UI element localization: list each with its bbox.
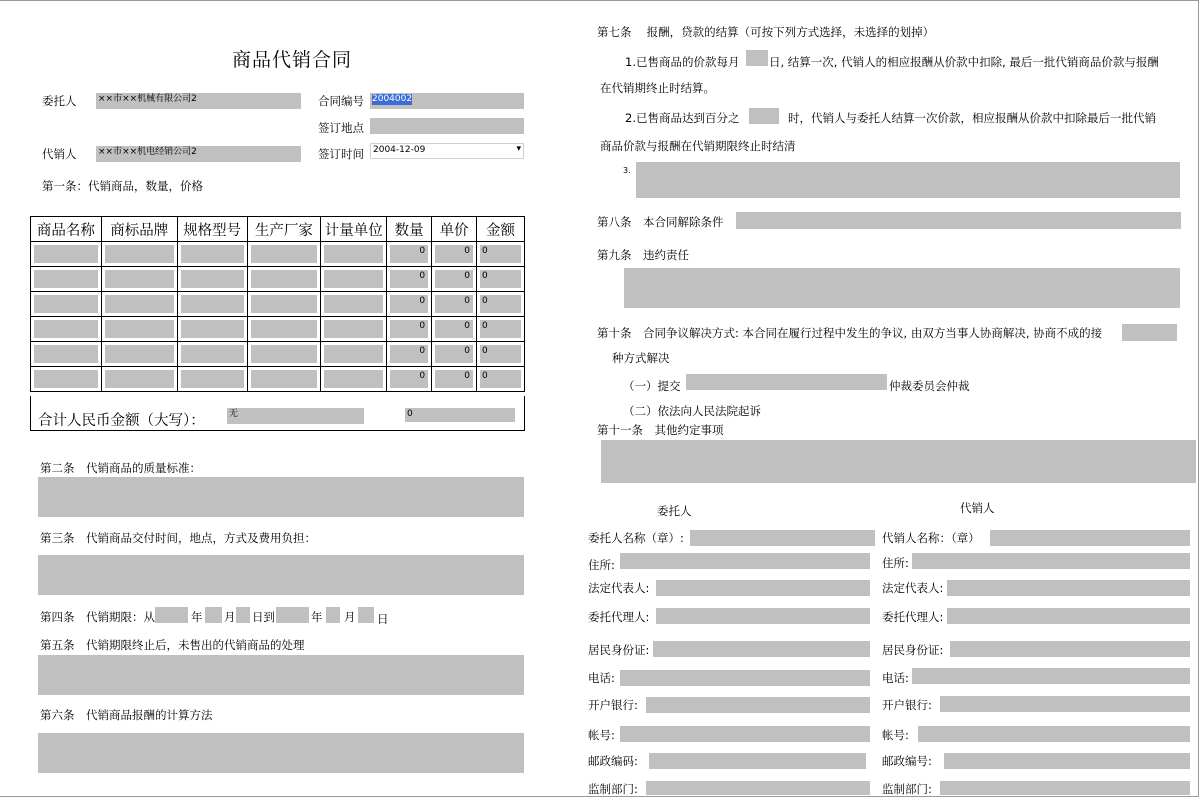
goods-name-input[interactable] (34, 270, 98, 288)
agent-agent-label: 委托代理人: (882, 610, 944, 624)
amount-input[interactable]: 0 (480, 345, 521, 363)
price-input[interactable]: 0 (435, 270, 473, 288)
goods-name-input[interactable] (34, 320, 98, 338)
settle-day-input[interactable] (746, 50, 768, 66)
spec-input[interactable] (181, 295, 244, 313)
consignor-input[interactable]: ××市××机械有限公司2 (96, 93, 301, 109)
qty-input[interactable]: 0 (390, 345, 428, 363)
article7-item3-label: 3. (623, 166, 631, 175)
agent-account-label: 帐号: (882, 728, 909, 742)
commission-method-input[interactable] (38, 733, 524, 773)
document-title: 商品代销合同 (232, 49, 353, 71)
consignor-id-input[interactable] (653, 641, 870, 657)
price-input[interactable]: 0 (435, 295, 473, 313)
unit-input[interactable] (324, 345, 383, 363)
article11-heading: 第十一条 其他约定事项 (597, 423, 724, 437)
article5-heading: 第五条 代销期限终止后，未售出的代销商品的处理 (40, 638, 305, 652)
qty-input[interactable]: 0 (390, 245, 428, 263)
article10-text-b: 种方式解决 (612, 351, 670, 365)
arbitration-commission-input[interactable] (686, 374, 887, 390)
court-option: （二）依法向人民法院起诉 (623, 404, 761, 418)
consignor-phone-label: 电话: (588, 671, 615, 685)
spec-input[interactable] (181, 370, 244, 388)
manufacturer-input[interactable] (251, 320, 318, 338)
amount-input[interactable]: 0 (480, 245, 521, 263)
total-number-input[interactable]: 0 (405, 408, 515, 422)
col-header: 商标品牌 (101, 217, 177, 242)
article6-heading: 第六条 代销商品报酬的计算方法 (40, 708, 213, 722)
unit-input[interactable] (324, 270, 383, 288)
article2-heading: 第二条 代销商品的质量标准： (40, 461, 201, 475)
contract-no-label: 合同编号 (318, 94, 364, 108)
agent-label: 代销人 (42, 147, 77, 161)
goods-name-input[interactable] (34, 370, 98, 388)
other-terms-input[interactable] (601, 440, 1196, 483)
consignor-bank-input[interactable] (646, 697, 870, 713)
sign-place-label: 签订地点 (318, 121, 364, 135)
goods-table (30, 216, 525, 392)
unit-input[interactable] (324, 320, 383, 338)
consignor-address-input[interactable] (620, 553, 870, 569)
qty-input[interactable]: 0 (390, 370, 428, 388)
quality-standard-input[interactable] (38, 477, 524, 517)
day-label: 日 (377, 612, 389, 626)
agent-account-input[interactable] (918, 726, 1190, 742)
consignor-supervisor-input[interactable] (646, 781, 870, 795)
article8-heading: 第八条 本合同解除条件 (597, 215, 724, 229)
consignor-postcode-label: 邮政编码: (588, 754, 638, 768)
consignor-agent-label: 委托代理人: (588, 610, 650, 624)
brand-input[interactable] (105, 345, 174, 363)
article3-heading: 第三条 代销商品交付时间，地点，方式及费用负担： (40, 531, 316, 545)
article4-prefix: 第四条 代销期限：从 (40, 610, 155, 624)
manufacturer-input[interactable] (251, 270, 318, 288)
spec-input[interactable] (181, 320, 244, 338)
manufacturer-input[interactable] (251, 345, 318, 363)
agent-address-label: 住所: (882, 556, 909, 570)
article7-item1-a: 1.已售商品的价款每月 (625, 55, 740, 69)
agent-supervisor-input[interactable] (940, 781, 1190, 795)
agent-name-label: 代销人名称：（章） (882, 531, 980, 545)
percent-input[interactable] (749, 108, 779, 124)
sign-place-input[interactable] (370, 118, 524, 134)
total-label: 合计人民币金额（大写）： (38, 413, 205, 429)
col-header: 金额 (477, 217, 525, 242)
consignor-account-label: 帐号: (588, 728, 615, 742)
sign-time-label: 签订时间 (318, 147, 364, 161)
col-header: 计量单位 (321, 217, 387, 242)
table-row (31, 242, 525, 267)
article1-heading: 第一条：代销商品，数量，价格 (42, 179, 203, 193)
termination-conditions-input[interactable] (736, 212, 1181, 229)
month-label: 月 (344, 610, 356, 624)
consignor-label: 委托人 (42, 94, 77, 108)
dispute-method-input[interactable] (1122, 324, 1177, 341)
consignor-postcode-input[interactable] (649, 753, 866, 769)
amount-input[interactable]: 0 (480, 295, 521, 313)
consignor-name-input[interactable] (690, 530, 875, 546)
agent-phone-input[interactable] (912, 668, 1190, 684)
col-header: 商品名称 (31, 217, 102, 242)
month-label: 月 (224, 610, 236, 624)
year-label: 年 (311, 610, 323, 624)
agent-bank-input[interactable] (940, 696, 1190, 712)
article10-text-a: 第十条 合同争议解决方式: 本合同在履行过程中发生的争议, 由双方当事人协商解决, 协商不成的接 (597, 326, 1103, 340)
consignor-legal-rep-input[interactable] (656, 580, 870, 596)
article7-item3-input[interactable] (636, 162, 1180, 198)
delivery-terms-input[interactable] (38, 555, 524, 595)
consignor-legal-rep-label: 法定代表人: (588, 581, 650, 595)
manufacturer-input[interactable] (251, 245, 318, 263)
article7-item2-c: 商品价款与报酬在代销期限终止时结清 (600, 139, 796, 153)
agent-legal-rep-input[interactable] (947, 580, 1190, 596)
manufacturer-input[interactable] (251, 370, 318, 388)
col-header: 规格型号 (177, 217, 247, 242)
total-words-input[interactable]: 无 (227, 408, 364, 424)
consignor-id-label: 居民身份证: (588, 643, 650, 657)
unit-input[interactable] (324, 295, 383, 313)
spec-input[interactable] (181, 345, 244, 363)
amount-input[interactable]: 0 (480, 270, 521, 288)
amount-input[interactable]: 0 (480, 370, 521, 388)
article7-item2-b: 时，代销人与委托人结算一次价款，相应报酬从价款中扣除最后一批代销 (788, 111, 1156, 125)
breach-liability-input[interactable] (624, 268, 1180, 308)
agent-postcode-input[interactable] (944, 753, 1190, 769)
article7-item1-c: 在代销期终止时结算。 (600, 81, 715, 95)
consignor-phone-input[interactable] (620, 670, 870, 686)
start-year-input[interactable] (155, 607, 188, 623)
qty-input[interactable]: 0 (390, 320, 428, 338)
chevron-down-icon[interactable]: ▾ (516, 144, 521, 154)
agent-id-label: 居民身份证: (882, 643, 944, 657)
consignor-heading: 委托人 (657, 504, 692, 518)
consignor-address-label: 住所: (588, 558, 615, 572)
consignor-account-input[interactable] (620, 726, 870, 742)
consignor-supervisor-label: 监制部门: (588, 782, 638, 796)
col-header: 生产厂家 (247, 217, 321, 242)
manufacturer-input[interactable] (251, 295, 318, 313)
amount-input[interactable]: 0 (480, 320, 521, 338)
brand-input[interactable] (105, 370, 174, 388)
arbitration-option-b: 仲裁委员会仲裁 (889, 379, 970, 393)
consignor-name-label: 委托人名称（章）: (588, 531, 684, 545)
agent-address-input[interactable] (912, 553, 1190, 569)
consignor-bank-label: 开户银行: (588, 698, 638, 712)
table-row (31, 367, 525, 392)
article7-heading: 第七条 报酬，贷款的结算（可按下列方式选择，未选择的划掉） (597, 25, 935, 39)
agent-name-input[interactable] (990, 530, 1190, 546)
col-header: 单价 (432, 217, 477, 242)
end-day-input[interactable] (358, 607, 374, 623)
unit-input[interactable] (324, 245, 383, 263)
article7-item1-b: 日, 结算一次, 代销人的相应报酬从价款中扣除, 最后一批代销商品价款与报酬 (769, 55, 1159, 69)
brand-input[interactable] (105, 270, 174, 288)
goods-name-input[interactable] (34, 345, 98, 363)
end-month-input[interactable] (326, 607, 340, 623)
agent-supervisor-label: 监制部门: (882, 782, 932, 796)
brand-input[interactable] (105, 295, 174, 313)
contract-no-input[interactable]: 2004002 (370, 93, 524, 109)
article9-heading: 第九条 违约责任 (597, 248, 689, 262)
table-header-row (31, 217, 525, 242)
agent-id-input[interactable] (950, 641, 1190, 657)
table-row (31, 267, 525, 292)
spec-input[interactable] (181, 245, 244, 263)
brand-input[interactable] (105, 320, 174, 338)
year-label: 年 (191, 610, 203, 624)
qty-input[interactable]: 0 (390, 270, 428, 288)
table-row (31, 317, 525, 342)
qty-input[interactable]: 0 (390, 295, 428, 313)
table-row (31, 292, 525, 317)
agent-agent-input[interactable] (947, 608, 1190, 624)
agent-phone-label: 电话: (882, 671, 909, 685)
price-input[interactable]: 0 (435, 245, 473, 263)
price-input[interactable]: 0 (435, 345, 473, 363)
day-to-label: 日到 (252, 610, 275, 624)
col-header: 数量 (387, 217, 432, 242)
spec-input[interactable] (181, 270, 244, 288)
arbitration-option-a: （一）提交 (623, 379, 681, 393)
consignor-agent-input[interactable] (656, 608, 870, 624)
table-row (31, 342, 525, 367)
start-day-input[interactable] (236, 607, 250, 623)
agent-postcode-label: 邮政编号: (882, 754, 932, 768)
price-input[interactable]: 0 (435, 320, 473, 338)
unit-input[interactable] (324, 370, 383, 388)
agent-heading: 代销人 (960, 501, 995, 515)
sign-time-select[interactable]: 2004-12-09 ▾ (370, 143, 524, 159)
goods-name-input[interactable] (34, 295, 98, 313)
goods-name-input[interactable] (34, 245, 98, 263)
agent-input[interactable]: ××市××机电经销公司2 (96, 146, 301, 162)
article7-item2-a: 2.已售商品达到百分之 (625, 111, 740, 125)
end-year-input[interactable] (276, 607, 309, 623)
agent-bank-label: 开户银行: (882, 698, 932, 712)
brand-input[interactable] (105, 245, 174, 263)
unsold-handling-input[interactable] (38, 655, 524, 695)
price-input[interactable]: 0 (435, 370, 473, 388)
start-month-input[interactable] (205, 607, 222, 623)
agent-legal-rep-label: 法定代表人: (882, 581, 944, 595)
